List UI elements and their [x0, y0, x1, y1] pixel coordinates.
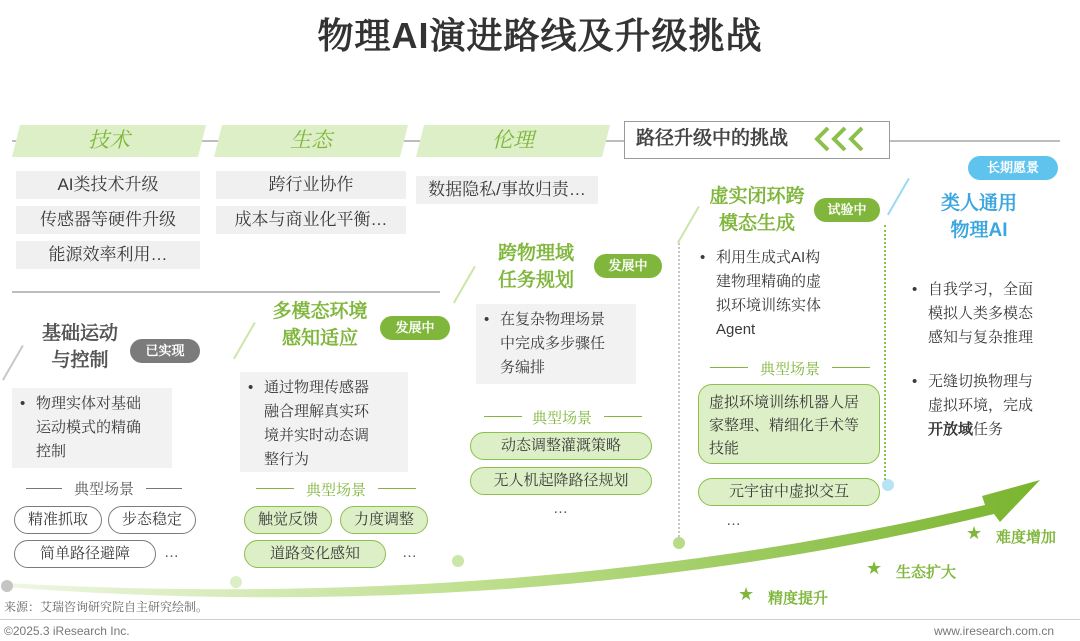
- scene-divider: [256, 488, 294, 489]
- star-icon: ★: [866, 558, 883, 578]
- website-link[interactable]: www.iresearch.com.cn: [933, 624, 1054, 638]
- star-icon: ★: [966, 523, 983, 543]
- scene-divider: [604, 416, 642, 417]
- scene-divider: [710, 367, 748, 368]
- stage-4-title: 虚实闭环跨 模态生成: [709, 186, 805, 234]
- stage-4-description: • 利用生成式AI构 建物理精确的虚 拟环境训练实体 Agent: [700, 249, 822, 338]
- stage-dotted-line: [678, 240, 680, 540]
- ecology-item: 跨行业协作: [216, 171, 406, 199]
- trend-label: 难度增加: [996, 529, 1057, 546]
- page-title: 物理AI演进路线及升级挑战: [317, 15, 763, 56]
- tech-item: 传感器等硬件升级: [16, 206, 200, 234]
- stage-node: [452, 555, 464, 567]
- stage-5-badge: 长期愿景: [968, 156, 1058, 180]
- footer-divider: [0, 619, 1080, 620]
- tech-item: 能源效率利用…: [16, 241, 200, 269]
- stage-4-scene-header: 典型场景: [759, 361, 820, 378]
- category-tab-ethics: 伦理: [416, 125, 610, 157]
- stage-node: [882, 479, 894, 491]
- scene-pill: 精准抓取: [14, 506, 102, 534]
- scene-divider: [26, 488, 62, 489]
- more-ellipsis: …: [402, 544, 417, 561]
- stage-5-description-2: • 无缝切换物理与 虚拟环境，完成 开放域任务: [912, 373, 1034, 438]
- scene-divider: [484, 416, 522, 417]
- scene-pill: 力度调整: [340, 506, 428, 534]
- scene-pill: 虚拟环境训练机器人居家整理、精细化手术等技能: [698, 384, 880, 464]
- stage-5-description-1: • 自我学习，全面 模拟人类多模态 感知与复杂推理: [912, 281, 1034, 346]
- stage-3-description: • 在复杂物理场景 中完成多步骤任 务编排: [476, 304, 636, 384]
- scene-pill: 触觉反馈: [244, 506, 332, 534]
- scene-pill: 动态调整灌溉策略: [470, 432, 652, 460]
- more-ellipsis: …: [553, 500, 568, 517]
- scene-divider: [832, 367, 870, 368]
- star-icon: ★: [738, 584, 755, 604]
- source-note: 来源：艾瑞咨询研究院自主研究绘制。: [4, 600, 209, 614]
- stage-3-badge: 发展中: [594, 254, 662, 278]
- tech-item: AI类技术升级: [16, 171, 200, 199]
- copyright: ©2025.3 iResearch Inc.: [4, 624, 130, 638]
- category-tab-ecology: 生态: [214, 125, 408, 157]
- scene-pill: 元宇宙中虚拟交互: [698, 478, 880, 506]
- stage-1-badge: 已实现: [130, 339, 200, 363]
- more-ellipsis: …: [164, 544, 179, 561]
- ecology-item: 成本与商业化平衡…: [216, 206, 406, 234]
- scene-divider: [146, 488, 182, 489]
- scene-divider: [378, 488, 416, 489]
- stage-1-title: 基础运动 与控制: [41, 323, 118, 371]
- stage-1-scene-header: 典型场景: [73, 481, 134, 498]
- scene-pill: 道路变化感知: [244, 540, 386, 568]
- trend-label: 生态扩大: [896, 564, 957, 581]
- stage-node: [1, 580, 13, 592]
- stage-3-title: 跨物理域 任务规划: [497, 243, 574, 291]
- scene-pill: 步态稳定: [108, 506, 196, 534]
- scene-pill: 无人机起降路径规划: [470, 467, 652, 495]
- stage-2-badge: 发展中: [380, 316, 450, 340]
- ethics-item: 数据隐私/事故归责…: [416, 176, 598, 204]
- stage-3-scene-header: 典型场景: [531, 410, 592, 427]
- more-ellipsis: …: [726, 512, 741, 529]
- stage-dotted-line: [884, 225, 886, 480]
- stage-2-title: 多模态环境 感知适应: [272, 301, 368, 349]
- category-tab-tech: 技术: [12, 125, 206, 157]
- stage-4-badge: 试验中: [814, 198, 880, 222]
- scene-pill: 简单路径避障: [14, 540, 156, 568]
- trend-label: 精度提升: [768, 590, 829, 607]
- stage-2-scene-header: 典型场景: [305, 482, 366, 499]
- stage-1-description: • 物理实体对基础 运动模式的精确 控制: [12, 388, 172, 468]
- challenge-label: 路径升级中的挑战: [636, 128, 789, 149]
- stage-node: [230, 576, 242, 588]
- stage-5-title: 类人通用 物理AI: [940, 193, 1017, 241]
- stage-2-description: • 通过物理传感器 融合理解真实环 境并实时动态调 整行为: [240, 372, 408, 472]
